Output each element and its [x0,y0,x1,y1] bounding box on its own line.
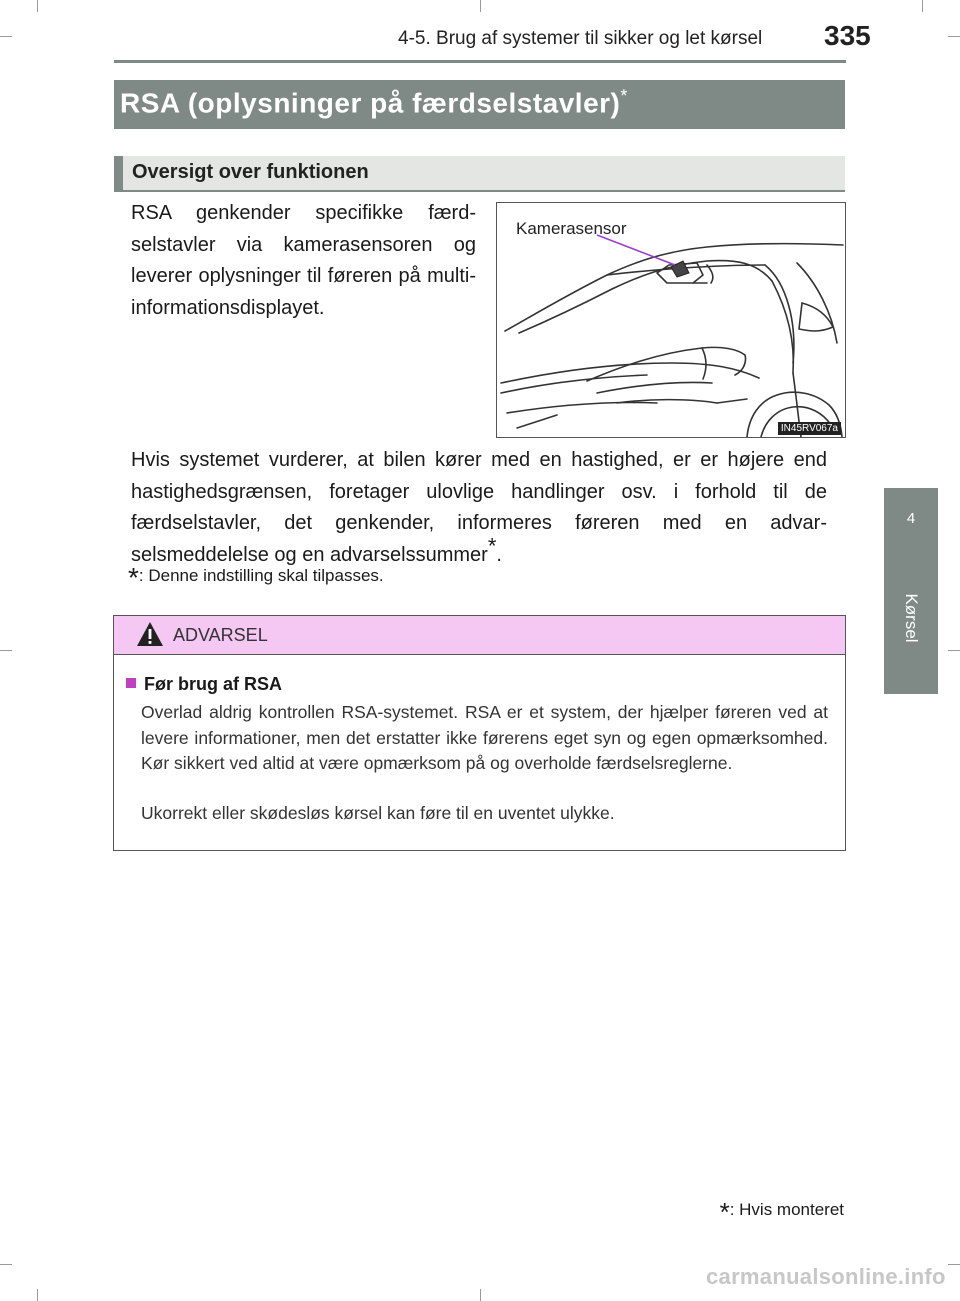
warning-item-heading-text: Før brug af RSA [144,674,282,694]
car-camera-figure [496,202,846,438]
footnote [128,562,384,593]
section-header: 4-5. Brug af systemer til sikker og let kørsel [398,28,763,49]
main-paragraph-star: * [487,532,497,558]
bottom-note-text: : Hvis monteret [729,1200,844,1219]
crop-mark [948,36,960,37]
main-paragraph-text: Hvis systemet vurderer, at bilen kører med en hastighed, er er højere end hastighedsgrænsen, foretager ulovlige handlinger osv. i forhold til de færdselstavler, det genkender, informeres føreren med en advarselsmeddelelse og en advarselssummer [131,449,827,566]
subheading-bar [114,156,845,192]
bottom-note-star: * [719,1197,730,1227]
crop-mark [948,1264,960,1265]
bottom-note [719,1197,844,1227]
chapter-tab [884,488,938,694]
crop-mark [37,0,38,12]
warning-header [114,616,845,655]
crop-mark [0,36,12,37]
figure-label: Kamerasensor [516,219,627,238]
crop-mark [0,650,12,651]
subheading-marker [114,156,123,190]
figure-code: IN45RV067a [778,422,841,435]
section-title [120,86,628,119]
warning-triangle-icon [136,621,164,647]
crop-mark [37,1289,38,1301]
bullet-square-icon [126,678,136,688]
crop-mark [0,1264,12,1265]
crop-mark [480,0,481,12]
warning-box [113,615,846,851]
crop-mark [480,1289,481,1301]
subheading: Oversigt over funktionen [132,161,369,183]
footnote-text: : Denne indstilling skal tilpasses. [138,566,384,585]
crop-mark [922,0,923,12]
main-paragraph-end: . [496,543,502,566]
warning-item-heading [126,674,282,695]
page-number: 335 [824,20,871,51]
crop-mark [948,650,960,651]
section-title-text: RSA (oplysninger på færdselstavler) [120,87,621,119]
warning-paragraph: Overlad aldrig kontrollen RSA-systemet. RSA er et system, der hjælper føreren ved at levere informationer, men det erstatter ikke førerens eget syn og egen opmærksomhed. Kør sikkert ved altid at være opmærksom på og overholde færdselsreglerne. [141,702,828,773]
warning-title: ADVARSEL [173,625,268,645]
main-paragraph [131,445,827,571]
watermark: carmanualsonline.info [706,1264,946,1289]
chapter-label-box [886,578,936,658]
intro-paragraph: RSA genkender specifikke færdselstavler via kamerasensoren og leverer oplysninger til føreren på multi-informationsdisplayet. [131,202,476,319]
header-rule [114,60,846,63]
section-title-bar [114,80,845,129]
chapter-label: Kørsel [902,593,921,643]
warning-paragraph: Ukorrekt eller skødesløs kørsel kan føre til en uventet ulykke. [141,803,615,823]
footnote-star: * [128,562,139,593]
chapter-number: 4 [906,510,916,527]
title-star: * [620,86,628,106]
